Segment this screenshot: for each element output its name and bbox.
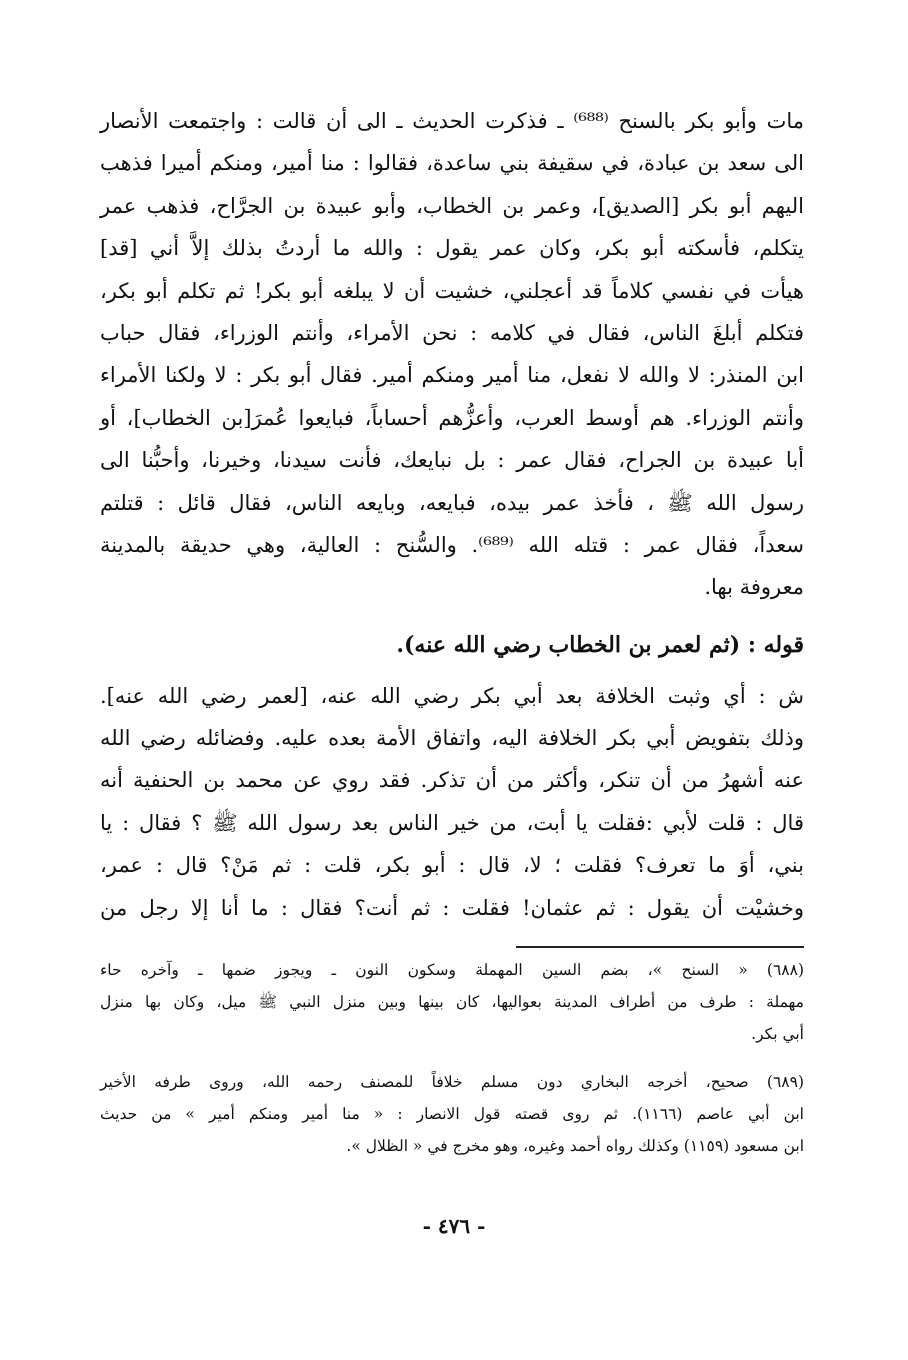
text-line: بني، أوَ ما تعرف؟ فقلت ؛ لا، قال : أبو بكر، قلت : ثم مَنْ؟ قال : عمر،	[100, 853, 804, 878]
footnote-688	[100, 954, 804, 1050]
text-line: عنه أشهرُ من أن تنكر، وأكثر من أن تذكر. فقد روي عن محمد بن الحنفية أنه	[100, 768, 804, 793]
text-line: معروفة بها.	[704, 575, 804, 600]
text-line: فتكلم أبلغَ الناس، فقال في كلامه : نحن الأمراء، وأنتم الوزراء، فقال حباب	[100, 320, 804, 345]
footnote-line: أبي بكر.	[751, 1025, 804, 1043]
footnotes	[100, 954, 804, 1162]
text-line: ابن المنذر: لا والله لا نفعل، منا أمير ومنكم أمير. فقال أبو بكر : لا ولكنا الأمراء	[100, 363, 804, 388]
text-line: مات وأبو بكر بالسنح ⁽⁶⁸⁸⁾ ـ فذكرت الحديث ـ الى أن قالت : واجتمعت الأنصار	[100, 109, 804, 133]
footnote-separator	[516, 946, 804, 948]
footnote-line: (٦٨٨) « السنح »، بضم السين المهملة وسكون النون ـ ويجوز ضمها ـ وآخره حاء	[100, 961, 804, 979]
paragraph-1	[100, 100, 804, 609]
text-line: وأنتم الوزراء. هم أوسط العرب، وأعزُّهم أحساباً، فبايعوا عُمرَ[بن الخطاب]، أو	[100, 405, 804, 430]
text-line: وذلك بتفويض أبي بكر الخلافة اليه، واتفاق الأمة بعده عليه. وفضائله رضي الله	[100, 726, 804, 751]
text-line: اليهم أبو بكر [الصديق]، وعمر بن الخطاب، وأبو عبيدة بن الجرَّاح، فذهب عمر	[100, 193, 804, 218]
text-line: سعداً، فقال عمر : قتله الله ⁽⁶⁸⁹⁾. والسُّنح : العالية، وهي حديقة بالمدينة	[100, 532, 804, 557]
text-line: قال : قلت لأبي :فقلت يا أبت، من خير الناس بعد رسول الله ﷺ ؟ فقال : يا	[100, 810, 804, 835]
text-line: أبا عبيدة بن الجراح، فقال عمر : بل نبايعك، فأنت سيدنا، وخيرنا، وأحبُّنا الى	[100, 448, 804, 473]
text-line: وخشيْت أن يقول : ثم عثمان! فقلت : ثم أنت؟ فقال : ما أنا إلا رجل من	[100, 895, 804, 920]
page-number: - ٤٧٦ -	[422, 1214, 486, 1238]
text-line: ش : أي وثبت الخلافة بعد أبي بكر رضي الله عنه، [لعمر رضي الله عنه].	[100, 683, 804, 708]
text-line: رسول الله ﷺ ، فأخذ عمر بيده، فبايعه، وبايعه الناس، فقال قائل : قتلتم	[100, 490, 804, 515]
footnote-line: مهملة : طرف من أطراف المدينة بعواليها، كان بينها وبين منزل النبي ﷺ ميل، وكان بها منزل	[100, 993, 804, 1011]
footnote-line: ابن أبي عاصم (١١٦٦). ثم روى قصته قول الانصار : « منا أمير ومنكم أمير » من حديث	[100, 1105, 804, 1123]
text-line: الى سعد بن عبادة، في سقيفة بني ساعدة، فقالوا : منا أمير، ومنكم أميرا فذهب	[100, 151, 804, 176]
section-heading: قوله : (ثم لعمر بن الخطاب رضي الله عنه).	[396, 631, 804, 658]
main-text	[100, 100, 804, 929]
footnote-689	[100, 1066, 804, 1162]
section-heading-block	[100, 625, 804, 665]
text-line: هيأت في نفسي كلاماً قد أعجلني، خشيت أن لا يبلغه أبو بكر! ثم تكلم أبو بكر،	[100, 278, 804, 303]
footnote-line: ابن مسعود (١١٥٩) وكذلك رواه أحمد وغيره، وهو مخرج في « الظلال ».	[346, 1137, 804, 1155]
text-line: يتكلم، فأسكته أبو بكر، وكان عمر يقول : والله ما أردتُ بذلك إلاَّ أني [قد]	[100, 236, 804, 261]
paragraph-2	[100, 675, 804, 929]
footnote-line: (٦٨٩) صحيح، أخرجه البخاري دون مسلم خلافاً للمصنف رحمه الله، وروى طرفه الأخير	[100, 1073, 804, 1091]
